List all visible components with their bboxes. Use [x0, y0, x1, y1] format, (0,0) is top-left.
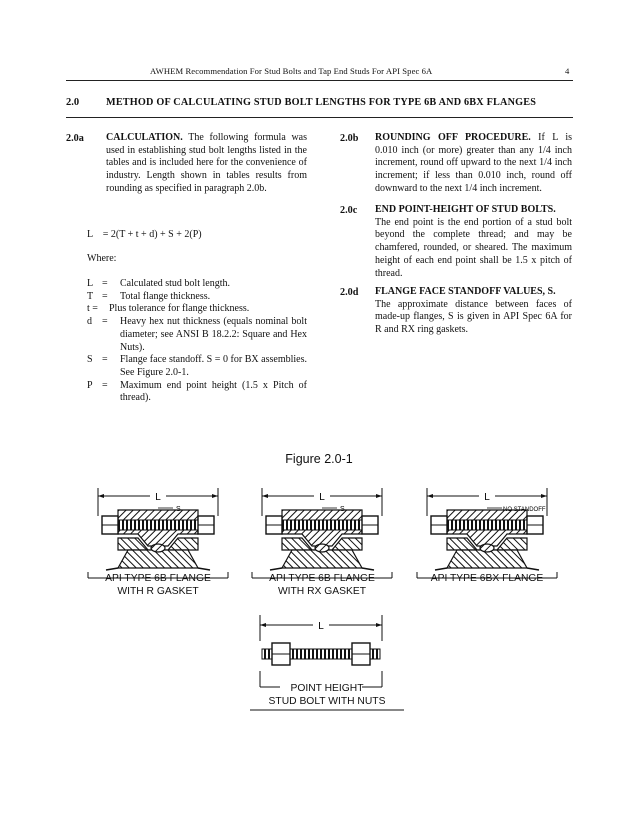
caption-line: API TYPE 6B FLANGE — [105, 573, 211, 584]
para-2-0d-heading: FLANGE FACE STANDOFF VALUES, S. — [375, 286, 556, 297]
definition-text: Maximum end point height (1.5 x Pitch of thread). — [120, 379, 307, 404]
caption-line: API TYPE 6B FLANGE — [269, 573, 375, 584]
definition-text: Heavy hex nut thickness (equals nominal bolt diameter; see ANSI B 18.2.2: Square and Hex Nuts). — [120, 316, 307, 353]
definition-equals: = — [102, 290, 108, 302]
caption-line: POINT HEIGHT — [290, 683, 364, 694]
para-2-0d-body: The approximate distance between faces of made-up flanges, S is given in API Spec 6A for R and RX ring gaskets. — [375, 298, 572, 336]
definition-text: Flange face standoff. S = 0 for BX assemblies. See Figure 2.0-1. — [120, 354, 307, 378]
para-2-0a-heading: CALCULATION. — [106, 132, 183, 143]
para-2-0b-body: If L is 0.010 inch (or more) greater than any 1/4 inch increment, round off upward to the next 1/4 inch increment; if less than 0.010 inch, round off downward to the next 1/4 inch increment. — [375, 132, 573, 194]
para-2-0c-body: The end point is the end portion of a stud bolt beyond the complete thread; and may be chamfered, rounded, or sheared. The maximum height of each end point shall be 1.5 x pitch of thread. — [375, 216, 572, 279]
para-2-0a-number: 2.0a — [66, 133, 84, 144]
assembly-6b-r-gasket — [98, 488, 218, 570]
caption-6b-rx-gasket — [252, 572, 392, 598]
definition-equals: = — [102, 316, 108, 328]
assembly-6bx — [427, 488, 547, 570]
definition-text: Calculated stud bolt length. — [120, 278, 230, 289]
para-2-0a-body: The following formula was used in establishing stud bolt lengths listed in the tables and is included here for the convenience of industry. Length shown in tables results from rounding as specified in paragraph 2.0b. — [106, 132, 307, 194]
definition-text: Plus tolerance for flange thickness. — [109, 303, 250, 315]
definition-symbol: P — [87, 379, 93, 391]
dim-label-L: L — [484, 492, 490, 503]
dim-label-S: S — [176, 506, 181, 513]
para-2-0c-number: 2.0c — [340, 205, 358, 216]
definition-symbol: T — [87, 290, 94, 302]
caption-line: WITH RX GASKET — [277, 586, 367, 597]
formula: L = 2(T + t + d) + S + 2(P) — [87, 229, 202, 240]
dim-label-L: L — [319, 492, 325, 503]
definition-symbol: L — [87, 278, 94, 289]
definition-symbol: t = — [87, 303, 98, 315]
definition-equals: = — [102, 354, 108, 366]
para-2-0b-number: 2.0b — [340, 133, 359, 144]
stud-bolt-with-nuts — [260, 615, 382, 687]
definition-equals: = — [102, 379, 108, 391]
where-label: Where: — [87, 253, 117, 264]
figure-title: Figure 2.0-1 — [285, 452, 353, 466]
caption-6b-r-gasket — [88, 572, 228, 598]
section-title: METHOD OF CALCULATING STUD BOLT LENGTHS FOR TYPE 6B AND 6BX FLANGES — [106, 97, 537, 108]
no-standoff-label: NO STANDOFF — [503, 507, 546, 513]
dim-label-L: L — [318, 621, 324, 632]
definition-equals: = — [102, 278, 108, 289]
definition-text: Total flange thickness. — [120, 290, 211, 302]
section-number: 2.0 — [66, 97, 80, 108]
page-number: 4 — [565, 66, 570, 76]
definition-symbol: S — [87, 354, 93, 366]
caption-line: API TYPE 6BX FLANGE — [430, 573, 544, 584]
assembly-6b-rx-gasket — [262, 488, 382, 570]
para-2-0b-heading: ROUNDING OFF PROCEDURE. — [375, 132, 531, 143]
running-header: AWHEM Recommendation For Stud Bolts and Tap End Studs For API Spec 6A — [150, 66, 433, 76]
caption-line: WITH R GASKET — [117, 586, 199, 597]
dim-label-L: L — [155, 492, 161, 503]
caption-6bx — [417, 572, 557, 585]
dim-label-S: S — [340, 506, 345, 513]
para-2-0d-number: 2.0d — [340, 287, 359, 298]
caption-stud-bolt — [250, 682, 404, 708]
para-2-0c-heading: END POINT-HEIGHT OF STUD BOLTS. — [375, 204, 556, 215]
caption-line: STUD BOLT WITH NUTS — [268, 696, 386, 707]
definition-symbol: d — [87, 316, 92, 328]
